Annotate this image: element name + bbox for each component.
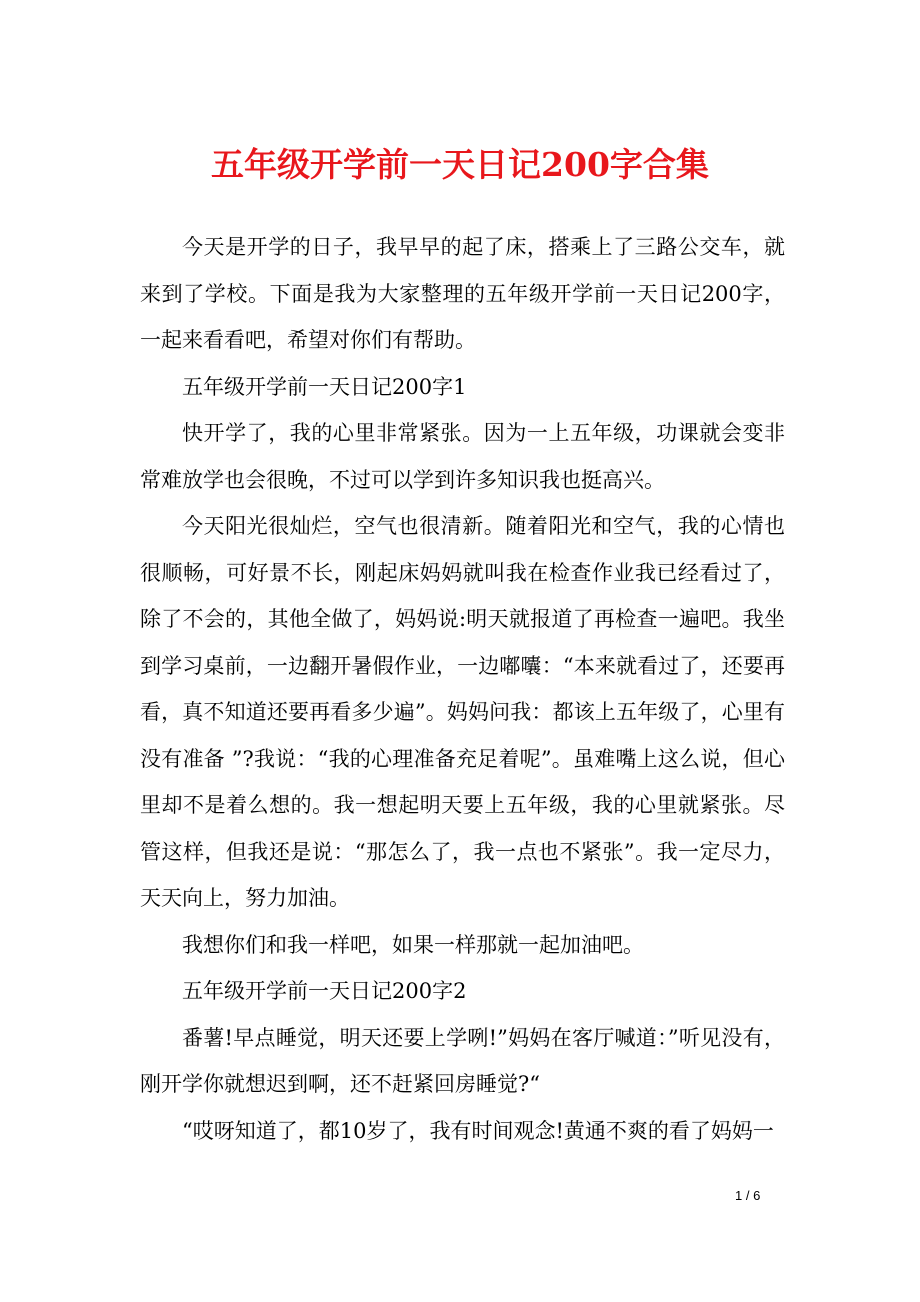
paragraph: 番薯!早点睡觉，明天还要上学咧!”妈妈在客厅喊道：”听见没有，刚开学你就想迟到啊，还不赶紧回房睡觉?“ xyxy=(140,1025,785,1096)
document-body xyxy=(140,224,785,1154)
paragraph: 我想你们和我一样吧，如果一样那就一起加油吧。 xyxy=(182,932,644,957)
page-number: 1 / 6 xyxy=(735,1188,761,1203)
paragraph: 今天阳光很灿烂，空气也很清新。随着阳光和空气，我的心情也很顺畅，可好景不长，刚起床妈妈就叫我在检查作业我已经看过了，除了不会的，其他全做了，妈妈说:明天就报道了再检查一遍吧。我坐到学习桌前，一边翻开暑假作业，一边嘟囔：“本来就看过了，还要再看，真不知道还要再看多少遍”。妈妈问我：都该上五年级了，心里有没有准备 ”?我说：“我的心理准备充足着呢”。虽难嘴上这么说，但心里却不是着么想的。我一想起明天要上五年级，我的心里就紧张。尽管这样，但我还是说：“那怎么了，我一点也不紧张”。我一定尽力，天天向上，努力加油。 xyxy=(140,514,785,910)
paragraph: 快开学了，我的心里非常紧张。因为一上五年级，功课就会变非常难放学也会很晚，不过可以学到许多知识我也挺高兴。 xyxy=(140,421,785,492)
document-title: 五年级开学前一天日记200字合集 xyxy=(211,145,709,184)
paragraph: “哎呀知道了，都10岁了，我有时间观念!黄通不爽的看了妈妈一 xyxy=(182,1118,774,1143)
section-heading-1: 五年级开学前一天日记200字1 xyxy=(182,374,467,399)
paragraph-intro: 今天是开学的日子，我早早的起了床，搭乘上了三路公交车，就来到了学校。下面是我为大家整理的五年级开学前一天日记200字，一起来看看吧，希望对你们有帮助。 xyxy=(140,235,785,352)
section-heading-2: 五年级开学前一天日记200字2 xyxy=(182,979,467,1003)
